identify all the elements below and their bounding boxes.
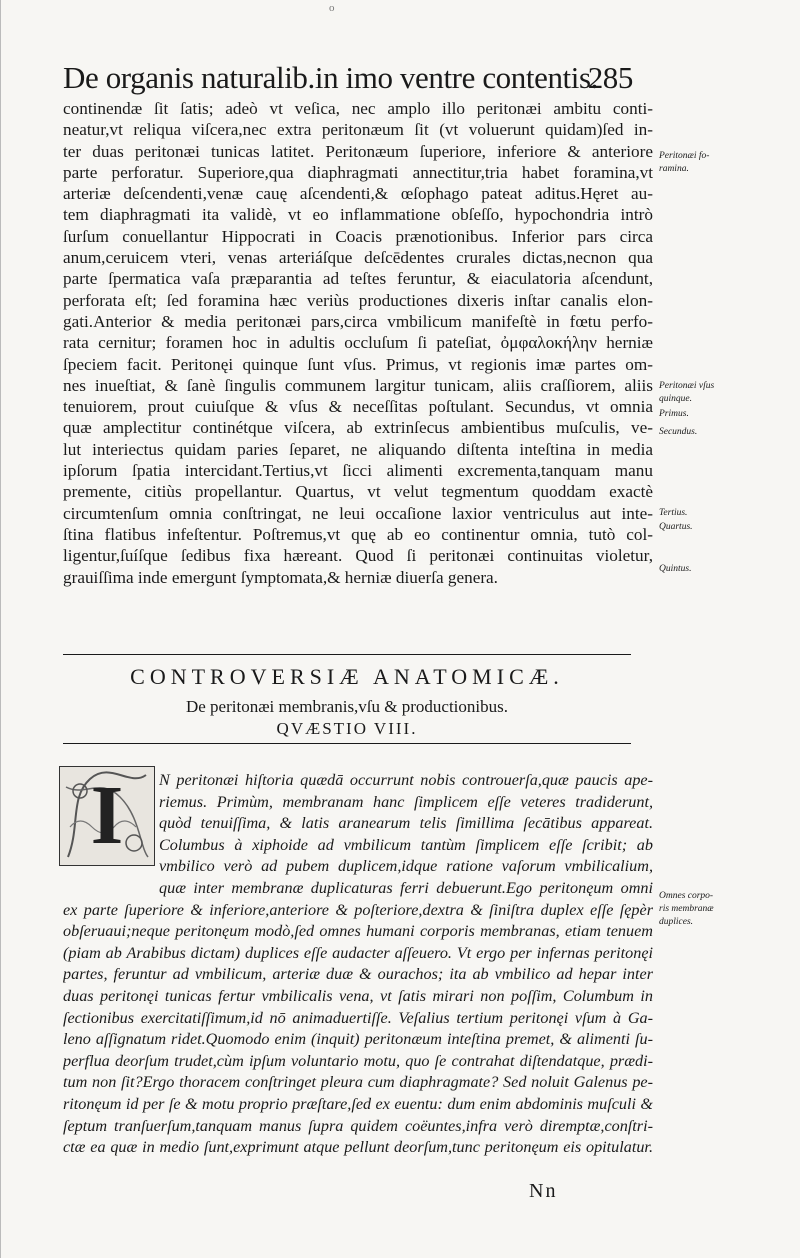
question-body-text bbox=[63, 770, 653, 1159]
section-subtitle: De peritonæi membranis,vſu & productionibus. bbox=[185, 697, 508, 716]
text-line: quæ amplectitur continétque viſcera, ab extrinſecus ambientibus muſculis, ve- bbox=[63, 418, 653, 438]
text-line: ſurſum conuellantur Hippocrati in Coacis prænotionibus. Inferior pars circa bbox=[63, 226, 653, 246]
text-line: leno aſſignatum ridet.Quomodo enim (inquit) peritonæum inteſtina premet, & alimenti ſu- bbox=[63, 1030, 653, 1049]
text-line: gati.Anterior & media peritonæi pars,circa vmbilicum manifeſtè in fœtu perfo- bbox=[63, 311, 653, 331]
question-number: QVÆSTIO VIII. bbox=[276, 719, 418, 738]
text-line: nes inueſtiat, & ſanè ſingulis communem largitur tunicam, aliis craſſiorem, aliis bbox=[63, 375, 653, 395]
text-line: premente, citiùs propellantur. Quartus, vt velut tegmentum quoddam exactè bbox=[63, 482, 653, 502]
margin-note-foramina: ramina. bbox=[659, 164, 689, 174]
margin-note-usus: Peritonæi vſus bbox=[659, 381, 715, 391]
text-line: parte perforatur. Superiore,qua diaphragmati annectitur,tria habet foramina,vt bbox=[63, 162, 653, 182]
text-line: ter duas peritonæi tunicas latitet. Peritonæum ſuperiore, inferiore & anteriore bbox=[63, 141, 653, 161]
margin-note-duplices: duplices. bbox=[659, 917, 694, 927]
text-line: ſeptum tranſuerſum,tanquam manus ſupra quidem coëuntes,infra verò diremptæ,conſtri- bbox=[63, 1116, 653, 1135]
text-line: rata cernitur; foramen hoc in adultis occluſum ſi pateſiat, ὀμφαλοκήλην herniæ bbox=[63, 333, 653, 353]
text-line: quæ inter membranæ duplicaturas ferri debuerunt.Ego peritonęum omni bbox=[159, 878, 653, 897]
drop-cap-letter: I bbox=[90, 769, 124, 862]
main-body-text bbox=[63, 98, 653, 588]
top-mark: o bbox=[329, 2, 335, 14]
margin-note-quartus: Quartus. bbox=[659, 522, 693, 532]
text-line: arteriæ deſcendenti,venæ cauę aſcendenti,& œſophago pateat aditus.Hęret au- bbox=[63, 184, 653, 204]
text-line: ſtina flatibus infeſtentur. Poſtremus,vt quę ab eo continentur omnia, tutò col- bbox=[63, 524, 653, 544]
text-line: duas peritonęi tunicas fertur vmbilicalis vena, vt ſatis mirari non poſſim, Columbum in bbox=[63, 986, 653, 1005]
text-line: ſpeciem facit. Peritonęi quinque ſunt vſus. Primus, vt regionis imæ partes om- bbox=[63, 354, 653, 374]
page-number: 285 bbox=[587, 60, 633, 95]
text-line: N peritonæi hiſtoria quædā occurrunt nobis controuerſa,quæ paucis ape- bbox=[159, 771, 653, 789]
section-rule-bottom bbox=[63, 743, 631, 744]
text-line: ritonęum id per ſe & motu proprio præſtare,ſed ex euentu: dum enim abdominis muſculi & bbox=[63, 1094, 653, 1113]
text-line: lut interiectus quidam paries ſeparet, ne aliquando diſtenta inteſtina in media bbox=[63, 439, 653, 459]
margin-note-usus: quinque. bbox=[659, 394, 692, 404]
text-line: circumtenſum omnia conſtringat, ne leui occaſione laxior ventriculus aut inte- bbox=[63, 503, 653, 523]
text-line: neatur,vt reliqua viſcera,nec extra peritonæum ſit (vt voluerunt quidam)ſed in- bbox=[63, 120, 653, 140]
text-line: ctæ ea quæ in medio ſunt,exprimunt atque pellunt deorſum,tunc peritonęum eis opitulatur. bbox=[63, 1138, 653, 1157]
section-title: CONTROVERSIÆ ANATOMICÆ. bbox=[130, 664, 564, 689]
text-line: perflua deorſum trudet,cùm ipſum voluntario motu, quo ſe contrahat diſtendatque, prædi- bbox=[63, 1051, 653, 1070]
running-header bbox=[63, 56, 633, 100]
text-line: ſectionibus exercitatiſſimum,id nō animaduertiſſe. Veſalius tertium peritonęi vſum à Ga- bbox=[63, 1008, 653, 1027]
text-line: parte ſpermatica vaſa præparantia ad teſtes feruntur, & eiaculatoria aſcendunt, bbox=[63, 269, 653, 289]
text-line: anum,ceruicem vteri, venas arteriáſque deſcēdentes crurales dictas,necnon qua bbox=[63, 248, 653, 268]
text-line: perforata eſt; ſed foramina hæc veriùs productiones dixeris inſtar canalis elon- bbox=[63, 290, 653, 310]
margin-note-tertius: Tertius. bbox=[659, 508, 688, 518]
section-rule-top bbox=[63, 654, 631, 655]
text-line: quòd tenuiſſima, & latis aranearum telis ſimillima ſecātibus appareat. bbox=[159, 814, 653, 833]
text-line: ex parte ſuperiore & inferiore,anteriore & poſteriore,dextra & ſiniſtra duplex eſſe ſępèr bbox=[63, 900, 653, 919]
text-line: partes, feruntur ad vmbilicum, arteriæ duæ & ourachos; ita ab vmbilico ad hepar inter bbox=[63, 965, 653, 984]
text-line: ligentur,ſuíſque ſedibus fixa hæreant. Quod ſi peritonæi continuitas violetur, bbox=[63, 546, 653, 566]
text-line: grauiſſima inde emergunt ſymptomata,& herniæ diuerſa genera. bbox=[63, 567, 498, 587]
text-line: tenuiorem, prout cuiuſque & vſus & neceſſitas poſtulant. Secundus, vt omnia bbox=[63, 397, 653, 417]
text-line: Columbus à xiphoide ad vmbilicum tantùm ſimplicem eſſe ſcribit; ab bbox=[159, 835, 653, 854]
text-line: (piam ab Arabibus dictam) duplices eſſe audacter aſſeuero. Vt ergo per infernas peritonęi bbox=[63, 943, 653, 962]
margin-note-foramina: Peritonæi fo- bbox=[659, 151, 710, 161]
text-line: continendæ ſit ſatis; adeò vt veſica, nec amplo illo peritonæi ambitu conti- bbox=[63, 99, 653, 118]
margin-note-duplices: Omnes corpo- bbox=[659, 891, 714, 901]
text-line: vmbilico verò ad pubem duplicem,idque ratione vaſorum vmbilicalium, bbox=[159, 857, 653, 876]
signature-mark: Nn bbox=[529, 1180, 558, 1202]
running-header-title: De organis naturalib.in imo ventre contentis. bbox=[63, 60, 598, 95]
text-line: obſeruaui;neque peritonęum modò,ſed omnes humani corporis membranas, etiam tenuem bbox=[63, 922, 653, 941]
margin-note-duplices: ris membranæ bbox=[659, 904, 714, 914]
text-line: ipſorum ſpatia intercidant.Tertius,vt ſicci alimenti excrementa,tanquam manu bbox=[63, 461, 653, 481]
text-line: tem diaphragmati ita validè, vt eo inflammatione obſeſſo, hypochondria intrò bbox=[63, 205, 653, 225]
margin-note-secundus: Secundus. bbox=[659, 427, 698, 437]
margin-note-primus: Primus. bbox=[659, 409, 689, 419]
text-line: riemus. Primùm, membranam hanc ſimplicem eſſe veteres tradiderunt, bbox=[159, 792, 653, 811]
text-line: tum non ſit?Ergo thoracem conſtringet pleura cum diaphragmate? Sed noluit Galenus pe- bbox=[63, 1073, 653, 1092]
margin-note-quintus: Quintus. bbox=[659, 564, 692, 574]
